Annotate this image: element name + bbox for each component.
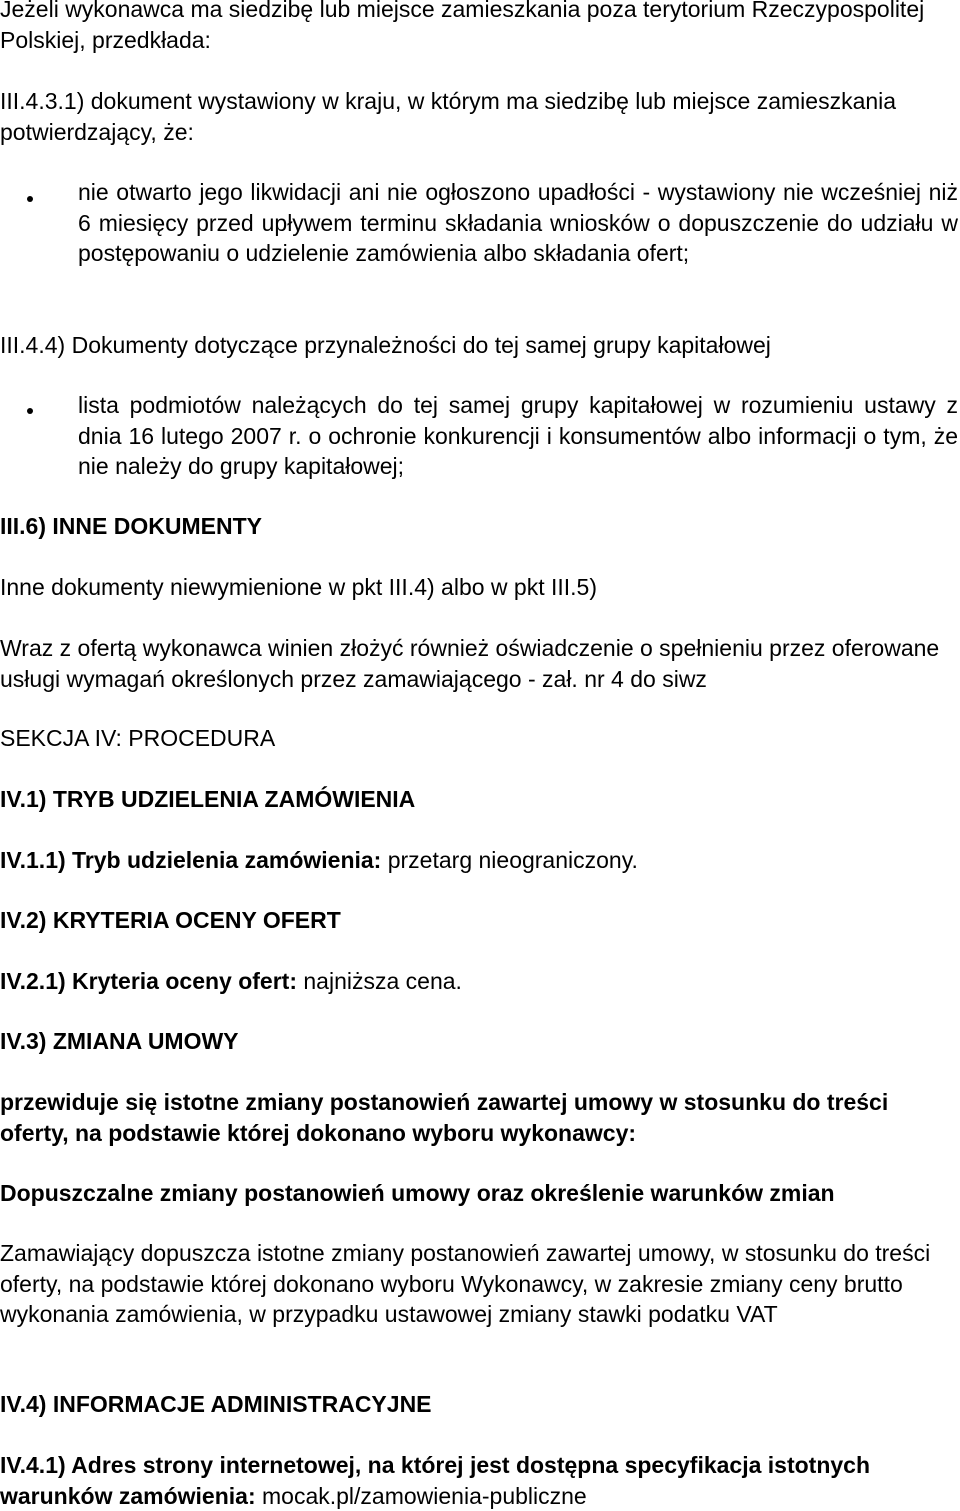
iv-1-1-value: przetarg nieograniczony. xyxy=(381,847,638,873)
iv-2-1-line xyxy=(0,966,958,997)
bullet-item-capital-group: lista podmiotów należących do tej samej grupy kapitałowej w rozumieniu ustawy z dnia 16 lutego 2007 r. o ochronie konkurencji i konsumentów albo informacji o tym, że nie należy do grupy kapitałowej; xyxy=(78,392,958,479)
contracting-authority-paragraph: Zamawiający dopuszcza istotne zmiany postanowień zawartej umowy, w stosunku do treści oferty, na podstawie której dokonano wyboru Wykonawcy, w zakresie zmiany ceny brutto wykonania zamówienia, w przypadku ustawowej zmiany stawki podatku VAT xyxy=(0,1240,931,1327)
bullet-dot xyxy=(27,196,33,202)
other-documents-text: Inne dokumenty niewymienione w pkt III.4) albo w pkt III.5) xyxy=(0,574,598,600)
item-iii-4-3-1: III.4.3.1) dokument wystawiony w kraju, w którym ma siedzibę lub miejsce zamieszkania potwierdzający, że: xyxy=(0,88,897,145)
section-iv-title: SEKCJA IV: PROCEDURA xyxy=(0,725,276,751)
heading-iv-4: IV.4) INFORMACJE ADMINISTRACYJNE xyxy=(0,1391,432,1417)
heading-iv-2: IV.2) KRYTERIA OCENY OFERT xyxy=(0,907,341,933)
heading-iv-1: IV.1) TRYB UDZIELENIA ZAMÓWIENIA xyxy=(0,786,416,812)
iv-2-1-label: IV.2.1) Kryteria oceny ofert: xyxy=(0,968,297,994)
allowed-changes-heading: Dopuszczalne zmiany postanowień umowy oraz określenie warunków zmian xyxy=(0,1180,835,1206)
iv-2-1-value: najniższa cena. xyxy=(297,968,462,994)
iv-4-1-line xyxy=(0,1450,958,1511)
iv-4-1-label: IV.4.1) Adres strony internetowej, na której jest dostępna specyfikacja istotnych warunków zamówienia: xyxy=(0,1452,871,1509)
heading-iii-6: III.6) INNE DOKUMENTY xyxy=(0,513,262,539)
item-iii-4-4: III.4.4) Dokumenty dotyczące przynależności do tej samej grupy kapitałowej xyxy=(0,332,771,358)
contract-changes-paragraph: przewiduje się istotne zmiany postanowień zawartej umowy w stosunku do treści oferty, na podstawie której dokonano wyboru wykonawcy: xyxy=(0,1089,889,1146)
bullet-item-liquidation: nie otwarto jego likwidacji ani nie ogłoszono upadłości - wystawiony nie wcześniej niż 6 miesięcy przed upływem terminu składania wniosków o dopuszczenie do udziału w postępowaniu o udzielenie zamówienia albo składania ofert; xyxy=(78,179,958,266)
bullet-dot xyxy=(27,408,33,414)
iv-1-1-label: IV.1.1) Tryb udzielenia zamówienia: xyxy=(0,847,382,873)
statement-paragraph: Wraz z ofertą wykonawca winien złożyć również oświadczenie o spełnieniu przez oferowane usługi wymagań określonych przez zamawiającego - zał. nr 4 do siwz xyxy=(0,635,940,692)
heading-iv-3: IV.3) ZMIANA UMOWY xyxy=(0,1028,239,1054)
iv-1-1-line xyxy=(0,845,958,876)
intro-paragraph: Jeżeli wykonawca ma siedzibę lub miejsce zamieszkania poza terytorium Rzeczypospolitej Polskiej, przedkłada: xyxy=(0,0,925,53)
iv-4-1-value: mocak.pl/zamowienia-publiczne xyxy=(255,1482,587,1509)
